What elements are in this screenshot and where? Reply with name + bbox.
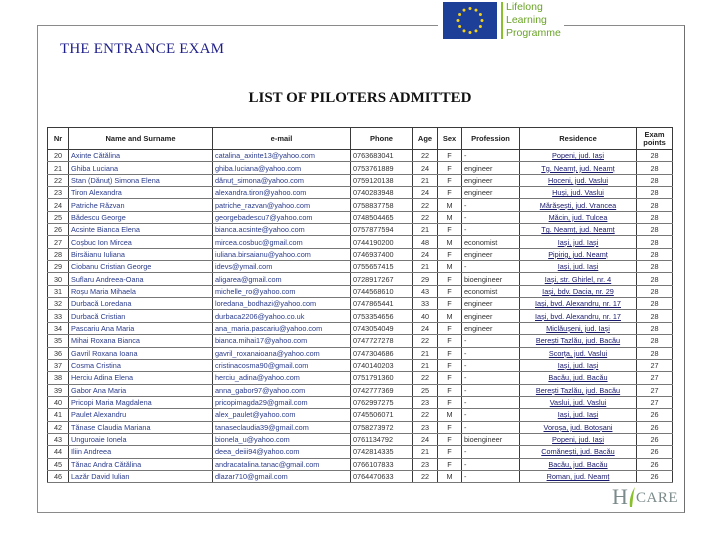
cell-email: loredana_bodhazi@yahoo.com xyxy=(213,298,351,310)
cell-name: Axinte Cătălina xyxy=(69,150,213,162)
cell-profession: engineer xyxy=(462,298,520,310)
cell-name: Gavril Roxana Ioana xyxy=(69,347,213,359)
cell-profession: - xyxy=(462,458,520,470)
cell-phone: 0745506071 xyxy=(351,409,413,421)
cell-residence: Voroșa, jud. Botoșani xyxy=(520,421,637,433)
cell-profession: engineer xyxy=(462,162,520,174)
hycare-logo-h: H xyxy=(612,484,628,509)
cell-points: 28 xyxy=(637,248,673,260)
cell-name: Gabor Ana Maria xyxy=(69,384,213,396)
lifelong-learning-logo xyxy=(438,0,564,42)
cell-points: 28 xyxy=(637,162,673,174)
cell-name: Tiron Alexandra xyxy=(69,187,213,199)
cell-sex: M xyxy=(438,310,462,322)
cell-name: Bădescu George xyxy=(69,211,213,223)
cell-age: 23 xyxy=(413,421,438,433)
table-row xyxy=(48,162,673,174)
cell-age: 24 xyxy=(413,162,438,174)
cell-residence: Iași, bdv. Dacia, nr. 29 xyxy=(520,285,637,297)
cell-sex: F xyxy=(438,458,462,470)
cell-sex: F xyxy=(438,421,462,433)
cell-sex: F xyxy=(438,359,462,371)
table-row xyxy=(48,421,673,433)
table-row xyxy=(48,359,673,371)
cell-nr: 29 xyxy=(48,261,69,273)
cell-age: 22 xyxy=(413,211,438,223)
cell-phone: 0742814335 xyxy=(351,446,413,458)
cell-email: deea_deiii94@yahoo.com xyxy=(213,446,351,458)
exam-title: THE ENTRANCE EXAM xyxy=(60,41,225,57)
cell-email: alex_paulet@yahoo.com xyxy=(213,409,351,421)
cell-sex: M xyxy=(438,470,462,482)
cell-points: 28 xyxy=(637,273,673,285)
table-row xyxy=(48,150,673,162)
cell-name: Herciu Adina Elena xyxy=(69,372,213,384)
col-header-sex: Sex xyxy=(438,128,462,150)
cell-age: 43 xyxy=(413,285,438,297)
cell-points: 28 xyxy=(637,187,673,199)
cell-age: 21 xyxy=(413,261,438,273)
cell-email: gavril_roxanaioana@yahoo.com xyxy=(213,347,351,359)
cell-residence: Comănești, jud. Bacău xyxy=(520,446,637,458)
table-row xyxy=(48,396,673,408)
cell-residence: Iași, jud. Iași xyxy=(520,409,637,421)
cell-email: catalina_axinte13@yahoo.com xyxy=(213,150,351,162)
cell-age: 23 xyxy=(413,458,438,470)
cell-profession: - xyxy=(462,150,520,162)
cell-phone: 0766107833 xyxy=(351,458,413,470)
cell-nr: 45 xyxy=(48,458,69,470)
cell-sex: F xyxy=(438,384,462,396)
cell-sex: M xyxy=(438,236,462,248)
cell-nr: 43 xyxy=(48,433,69,445)
cell-sex: F xyxy=(438,335,462,347)
cell-phone: 0759120138 xyxy=(351,174,413,186)
col-header-email: e-mail xyxy=(213,128,351,150)
cell-sex: F xyxy=(438,174,462,186)
cell-email: mircea.cosbuc@gmail.com xyxy=(213,236,351,248)
cell-email: michelle_ro@yahoo.com xyxy=(213,285,351,297)
cell-nr: 44 xyxy=(48,446,69,458)
cell-sex: M xyxy=(438,199,462,211)
cell-sex: F xyxy=(438,248,462,260)
cell-phone: 0742777369 xyxy=(351,384,413,396)
col-header-age: Age xyxy=(413,128,438,150)
cell-name: Stan (Dănuț) Simona Elena xyxy=(69,174,213,186)
table-row xyxy=(48,310,673,322)
cell-email: durbaca2206@yahoo.co.uk xyxy=(213,310,351,322)
cell-sex: F xyxy=(438,150,462,162)
cell-name: Birsăianu Iuliana xyxy=(69,248,213,260)
cell-email: alexandra.tiron@yahoo.com xyxy=(213,187,351,199)
cell-email: cristinacosma90@gmail.com xyxy=(213,359,351,371)
cell-nr: 30 xyxy=(48,273,69,285)
cell-residence: Scorța, jud. Vaslui xyxy=(520,347,637,359)
cell-points: 28 xyxy=(637,310,673,322)
cell-phone: 0747727278 xyxy=(351,335,413,347)
cell-points: 28 xyxy=(637,335,673,347)
cell-residence: Iași, jud. Iași xyxy=(520,261,637,273)
cell-profession: - xyxy=(462,409,520,421)
cell-name: Roșu Maria Mihaela xyxy=(69,285,213,297)
program-line: Lifelong xyxy=(506,1,543,13)
cell-name: Unguroaie Ionela xyxy=(69,433,213,445)
cell-points: 28 xyxy=(637,322,673,334)
cell-residence: Miclăușeni, jud. Iași xyxy=(520,322,637,334)
admitted-table xyxy=(47,127,673,483)
cell-profession: engineer xyxy=(462,322,520,334)
cell-points: 26 xyxy=(637,458,673,470)
cell-email: bianca.mihai17@yahoo.com xyxy=(213,335,351,347)
table-row xyxy=(48,335,673,347)
cell-points: 28 xyxy=(637,236,673,248)
table-row xyxy=(48,174,673,186)
cell-phone: 0744568610 xyxy=(351,285,413,297)
col-header-nr: Nr xyxy=(48,128,69,150)
cell-name: Paulet Alexandru xyxy=(69,409,213,421)
cell-residence: Tg. Neamț, jud. Neamț xyxy=(520,162,637,174)
cell-residence: Iași, jud. Iași xyxy=(520,236,637,248)
table-row xyxy=(48,273,673,285)
cell-nr: 34 xyxy=(48,322,69,334)
table-row xyxy=(48,236,673,248)
cell-nr: 32 xyxy=(48,298,69,310)
cell-age: 21 xyxy=(413,446,438,458)
cell-age: 22 xyxy=(413,150,438,162)
cell-profession: - xyxy=(462,335,520,347)
cell-age: 24 xyxy=(413,322,438,334)
hycare-logo xyxy=(606,482,682,512)
cell-residence: Berești Tazlău, jud. Bacău xyxy=(520,335,637,347)
cell-nr: 38 xyxy=(48,372,69,384)
cell-points: 26 xyxy=(637,421,673,433)
cell-phone: 0758273972 xyxy=(351,421,413,433)
cell-name: Lazăr David Iulian xyxy=(69,470,213,482)
table-row xyxy=(48,224,673,236)
cell-sex: F xyxy=(438,322,462,334)
cell-sex: F xyxy=(438,372,462,384)
cell-email: dlazar710@gmail.com xyxy=(213,470,351,482)
table-row xyxy=(48,298,673,310)
cell-profession: - xyxy=(462,470,520,482)
cell-phone: 0753354656 xyxy=(351,310,413,322)
cell-phone: 0740283948 xyxy=(351,187,413,199)
list-title: LIST OF PILOTERS ADMITTED xyxy=(248,90,472,106)
cell-age: 33 xyxy=(413,298,438,310)
cell-name: Pascariu Ana Maria xyxy=(69,322,213,334)
cell-profession: - xyxy=(462,396,520,408)
cell-phone: 0763683041 xyxy=(351,150,413,162)
cell-email: georgebadescu7@yahoo.com xyxy=(213,211,351,223)
leaf-icon xyxy=(628,486,636,508)
cell-sex: F xyxy=(438,446,462,458)
cell-age: 21 xyxy=(413,347,438,359)
cell-residence: Pipirig, jud. Neamț xyxy=(520,248,637,260)
cell-profession: - xyxy=(462,372,520,384)
cell-residence: Tg. Neamț, jud. Neamț xyxy=(520,224,637,236)
col-header-profession: Profession xyxy=(462,128,520,150)
cell-email: patriche_razvan@yahoo.com xyxy=(213,199,351,211)
program-line: Programme xyxy=(506,27,561,39)
cell-nr: 25 xyxy=(48,211,69,223)
cell-phone: 0761134792 xyxy=(351,433,413,445)
cell-name: Mihai Roxana Bianca xyxy=(69,335,213,347)
cell-nr: 22 xyxy=(48,174,69,186)
cell-age: 24 xyxy=(413,248,438,260)
cell-nr: 27 xyxy=(48,236,69,248)
table-row xyxy=(48,211,673,223)
cell-points: 28 xyxy=(637,347,673,359)
cell-residence: Vaslui, jud. Vaslui xyxy=(520,396,637,408)
table-row xyxy=(48,187,673,199)
cell-profession: - xyxy=(462,211,520,223)
table-row xyxy=(48,433,673,445)
cell-name: Tănac Andra Cătălina xyxy=(69,458,213,470)
cell-email: andracatalina.tanac@gmail.com xyxy=(213,458,351,470)
cell-points: 27 xyxy=(637,396,673,408)
cell-nr: 42 xyxy=(48,421,69,433)
cell-profession: - xyxy=(462,261,520,273)
col-header-name: Name and Surname xyxy=(69,128,213,150)
cell-residence: Huși, jud. Vaslui xyxy=(520,187,637,199)
cell-points: 28 xyxy=(637,199,673,211)
cell-residence: Mărășești, jud. Vrancea xyxy=(520,199,637,211)
cell-sex: F xyxy=(438,298,462,310)
cell-email: anna_gabor97@yahoo.com xyxy=(213,384,351,396)
cell-email: bionela_u@yahoo.com xyxy=(213,433,351,445)
cell-nr: 20 xyxy=(48,150,69,162)
cell-name: Iliin Andreea xyxy=(69,446,213,458)
cell-residence: Bacău, jud. Bacău xyxy=(520,372,637,384)
cell-age: 22 xyxy=(413,372,438,384)
table-row xyxy=(48,384,673,396)
cell-residence: Iași, str. Ghirlel, nr. 4 xyxy=(520,273,637,285)
cell-nr: 41 xyxy=(48,409,69,421)
cell-residence: Bacău, jud. Bacău xyxy=(520,458,637,470)
hycare-logo-care: CARE xyxy=(636,490,679,506)
cell-age: 21 xyxy=(413,359,438,371)
cell-profession: economist xyxy=(462,285,520,297)
cell-email: ana_maria.pascariu@yahoo.com xyxy=(213,322,351,334)
cell-points: 26 xyxy=(637,446,673,458)
cell-profession: - xyxy=(462,421,520,433)
cell-sex: M xyxy=(438,261,462,273)
cell-residence: Iași, bvd. Alexandru, nr. 17 xyxy=(520,298,637,310)
cell-email: aligarea@gmail.com xyxy=(213,273,351,285)
cell-profession: bioengineer xyxy=(462,433,520,445)
table-row xyxy=(48,446,673,458)
cell-points: 27 xyxy=(637,384,673,396)
cell-email: herciu_adina@yahoo.com xyxy=(213,372,351,384)
cell-phone: 0762997275 xyxy=(351,396,413,408)
cell-age: 22 xyxy=(413,199,438,211)
cell-email: iuliana.birsaianu@yahoo.com xyxy=(213,248,351,260)
cell-profession: engineer xyxy=(462,174,520,186)
cell-phone: 0747865441 xyxy=(351,298,413,310)
cell-age: 22 xyxy=(413,470,438,482)
cell-nr: 39 xyxy=(48,384,69,396)
table-row xyxy=(48,409,673,421)
cell-residence: Hoceni, jud. Vaslui xyxy=(520,174,637,186)
table-row xyxy=(48,347,673,359)
cell-age: 21 xyxy=(413,224,438,236)
cell-nr: 31 xyxy=(48,285,69,297)
cell-age: 22 xyxy=(413,409,438,421)
cell-sex: F xyxy=(438,162,462,174)
cell-points: 28 xyxy=(637,285,673,297)
cell-sex: F xyxy=(438,187,462,199)
cell-nr: 24 xyxy=(48,199,69,211)
cell-sex: F xyxy=(438,273,462,285)
cell-residence: Popeni, jud. Iași xyxy=(520,150,637,162)
cell-phone: 0753761889 xyxy=(351,162,413,174)
cell-residence: Popeni, jud. Iași xyxy=(520,433,637,445)
table-row xyxy=(48,470,673,482)
cell-email: dănuț_simona@yahoo.com xyxy=(213,174,351,186)
cell-phone: 0755657415 xyxy=(351,261,413,273)
table-header-row xyxy=(48,128,673,150)
cell-nr: 28 xyxy=(48,248,69,260)
cell-points: 27 xyxy=(637,359,673,371)
cell-age: 24 xyxy=(413,433,438,445)
cell-sex: F xyxy=(438,224,462,236)
cell-phone: 0740140203 xyxy=(351,359,413,371)
cell-phone: 0746937400 xyxy=(351,248,413,260)
cell-nr: 33 xyxy=(48,310,69,322)
cell-name: Tănase Claudia Mariana xyxy=(69,421,213,433)
logo-divider xyxy=(501,2,503,39)
cell-profession: economist xyxy=(462,236,520,248)
cell-residence: Roman, jud. Neamț xyxy=(520,470,637,482)
cell-name: Coșbuc Ion Mircea xyxy=(69,236,213,248)
cell-age: 23 xyxy=(413,396,438,408)
program-line: Learning xyxy=(506,14,547,26)
col-header-phone: Phone xyxy=(351,128,413,150)
cell-phone: 0751791360 xyxy=(351,372,413,384)
eu-flag-icon xyxy=(443,2,497,39)
cell-points: 27 xyxy=(637,372,673,384)
cell-nr: 37 xyxy=(48,359,69,371)
cell-age: 24 xyxy=(413,187,438,199)
cell-residence: Iași, bvd. Alexandru, nr. 17 xyxy=(520,310,637,322)
table-row xyxy=(48,261,673,273)
cell-age: 40 xyxy=(413,310,438,322)
cell-residence: Berești Tazlău, jud. Bacău xyxy=(520,384,637,396)
cell-name: Suflaru Andreea-Oana xyxy=(69,273,213,285)
table-row xyxy=(48,199,673,211)
cell-profession: engineer xyxy=(462,310,520,322)
cell-sex: F xyxy=(438,347,462,359)
cell-points: 28 xyxy=(637,150,673,162)
program-name xyxy=(506,1,561,40)
cell-sex: M xyxy=(438,211,462,223)
col-header-residence: Residence xyxy=(520,128,637,150)
cell-name: Durbacă Loredana xyxy=(69,298,213,310)
cell-profession: - xyxy=(462,384,520,396)
admitted-table-container xyxy=(47,127,672,483)
cell-nr: 36 xyxy=(48,347,69,359)
cell-phone: 0758837758 xyxy=(351,199,413,211)
cell-profession: - xyxy=(462,446,520,458)
cell-profession: - xyxy=(462,359,520,371)
cell-name: Acsinte Bianca Elena xyxy=(69,224,213,236)
cell-name: Ghiba Luciana xyxy=(69,162,213,174)
cell-phone: 0748504465 xyxy=(351,211,413,223)
cell-profession: engineer xyxy=(462,248,520,260)
cell-profession: bioengineer xyxy=(462,273,520,285)
cell-email: bianca.acsinte@yahoo.com xyxy=(213,224,351,236)
cell-age: 48 xyxy=(413,236,438,248)
cell-age: 29 xyxy=(413,273,438,285)
cell-profession: engineer xyxy=(462,187,520,199)
cell-name: Cosma Cristina xyxy=(69,359,213,371)
cell-nr: 21 xyxy=(48,162,69,174)
col-header-points: Exam points xyxy=(637,128,673,150)
cell-phone: 0744190200 xyxy=(351,236,413,248)
table-row xyxy=(48,322,673,334)
cell-age: 25 xyxy=(413,384,438,396)
cell-age: 22 xyxy=(413,335,438,347)
cell-residence: Măcin, jud. Tulcea xyxy=(520,211,637,223)
cell-profession: - xyxy=(462,347,520,359)
cell-email: tanaseclaudia39@gmail.com xyxy=(213,421,351,433)
cell-profession: - xyxy=(462,224,520,236)
cell-name: Pricopi Maria Magdalena xyxy=(69,396,213,408)
cell-nr: 35 xyxy=(48,335,69,347)
cell-points: 28 xyxy=(637,174,673,186)
cell-email: idevs@ymail.com xyxy=(213,261,351,273)
cell-nr: 26 xyxy=(48,224,69,236)
cell-points: 28 xyxy=(637,224,673,236)
cell-phone: 0747304686 xyxy=(351,347,413,359)
cell-residence: Iași, jud. Iași xyxy=(520,359,637,371)
cell-email: ghiba.luciana@yahoo.com xyxy=(213,162,351,174)
cell-email: pricopimagda29@gmail.com xyxy=(213,396,351,408)
cell-sex: F xyxy=(438,396,462,408)
cell-points: 28 xyxy=(637,261,673,273)
cell-sex: F xyxy=(438,285,462,297)
cell-sex: M xyxy=(438,409,462,421)
cell-nr: 40 xyxy=(48,396,69,408)
cell-nr: 46 xyxy=(48,470,69,482)
table-row xyxy=(48,458,673,470)
cell-phone: 0757877594 xyxy=(351,224,413,236)
cell-points: 28 xyxy=(637,298,673,310)
cell-nr: 23 xyxy=(48,187,69,199)
cell-name: Patriche Răzvan xyxy=(69,199,213,211)
cell-sex: F xyxy=(438,433,462,445)
cell-phone: 0743054049 xyxy=(351,322,413,334)
cell-profession: - xyxy=(462,199,520,211)
table-row xyxy=(48,248,673,260)
cell-points: 26 xyxy=(637,470,673,482)
cell-name: Durbacă Cristian xyxy=(69,310,213,322)
cell-phone: 0728917267 xyxy=(351,273,413,285)
cell-name: Ciobanu Cristian George xyxy=(69,261,213,273)
cell-phone: 0764470633 xyxy=(351,470,413,482)
table-row xyxy=(48,285,673,297)
cell-points: 28 xyxy=(637,211,673,223)
cell-age: 21 xyxy=(413,174,438,186)
cell-points: 26 xyxy=(637,433,673,445)
table-row xyxy=(48,372,673,384)
table-body xyxy=(48,150,673,483)
cell-points: 26 xyxy=(637,409,673,421)
